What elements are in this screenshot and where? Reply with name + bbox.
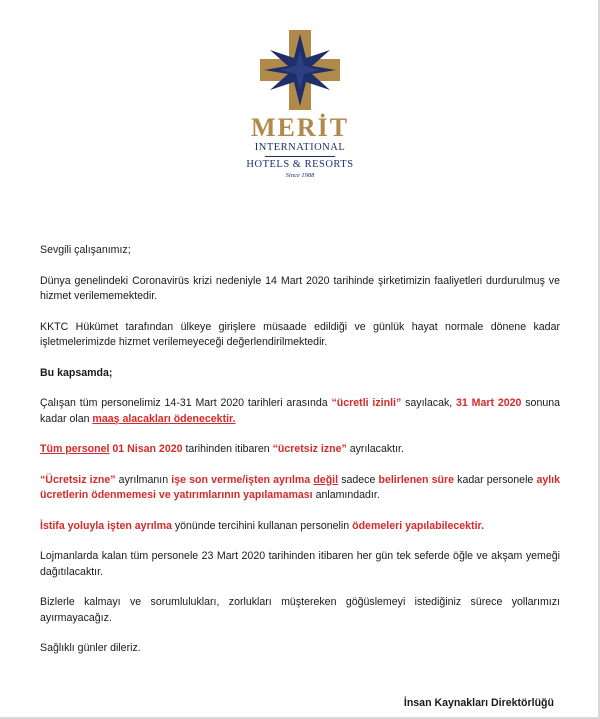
p5-text-i: anlamındadır. xyxy=(312,489,380,501)
p5-period: belirlenen süre xyxy=(378,473,455,486)
paragraph-7: Lojmanlarda kalan tüm personele 23 Mart 2020 tarihinden itibaren her gün tek seferde öğle ve akşam yemeği dağıtılacaktır. xyxy=(40,550,560,578)
greeting: Sevgili çalışanımız; xyxy=(40,244,131,256)
brand-name: MERİT xyxy=(250,113,350,142)
p4-unpaid-leave: “ücretsiz izne” xyxy=(272,443,347,455)
p5-text-e: sadece xyxy=(338,473,379,486)
p4-text-c: tarihinden itibaren xyxy=(182,443,273,455)
p4-all-staff: Tüm personel xyxy=(40,443,110,455)
p6-text-b: yönünde tercihini kullanan personelin xyxy=(171,519,353,532)
p5-wages: aylık ücretlerin ödenmemesi ve yatırımlarının yapılamaması xyxy=(40,473,561,501)
p5-not: değil xyxy=(313,473,339,486)
paragraph-6 xyxy=(40,519,560,535)
paragraph-4 xyxy=(40,442,560,458)
p6-payments: ödemeleri yapılabilecektir. xyxy=(352,519,485,532)
company-logo xyxy=(0,28,600,180)
p3-text-c: sayılacak, xyxy=(401,397,457,409)
paragraph-1: Dünya genelindeki Coronavirüs krizi nedeniyle 14 Mart 2020 tarihinde şirketimizin faaliyetleri durdurulmuş ve hizmet verilememektedir. xyxy=(40,274,560,302)
paragraph-3 xyxy=(40,396,560,427)
p3-paid-leave: “ücretli izinli” xyxy=(331,397,402,409)
p5-termination: işe son verme/işten ayrılma xyxy=(171,473,314,486)
merit-star-icon xyxy=(258,28,342,112)
p3-date: 31 Mart 2020 xyxy=(456,397,522,409)
paragraph-8: Bizlerle kalmayı ve sorumlulukları, zorlukları müştereken göğüslemeyi istediğiniz sürece yollarımızı ayırmayacağız. xyxy=(40,596,560,624)
signature: İnsan Kaynakları Direktörlüğü xyxy=(403,697,554,709)
brand-subtitle-hotels: HOTELS & RESORTS xyxy=(246,159,354,170)
closing: Sağlıklı günler dileriz. xyxy=(40,642,141,654)
p4-text-e: ayrılacaktır. xyxy=(346,443,404,455)
p6-resignation: İstifa yoluyla işten ayrılma xyxy=(40,519,172,532)
brand-since: Since 1988 xyxy=(285,172,315,179)
p5-unpaid-leave: “Ücretsiz izne” xyxy=(40,473,116,486)
p3-text-e: sonuna kadar olan xyxy=(40,397,561,425)
brand-subtitle-international: INTERNATIONAL xyxy=(254,142,346,153)
p3-text-a: Çalışan tüm personelimiz 14-31 Mart 2020 tarihleri arasında xyxy=(40,397,332,409)
paragraph-2: KKTC Hükümet tarafından ülkeye girişlere müsaade edildiği ve günlük hayat normale dönene kadar işletmelerimizde hizmet verilemeyeceği değerlendirilmektedir. xyxy=(40,320,560,348)
p5-text-b: ayrılmanın xyxy=(115,473,172,486)
section-heading: Bu kapsamda; xyxy=(40,366,113,379)
paragraph-5 xyxy=(40,473,560,504)
p5-text-g: kadar personele xyxy=(454,473,537,486)
logo-divider xyxy=(265,156,335,157)
p3-salary: maaş alacakları ödenecektir. xyxy=(92,412,236,425)
letter-body xyxy=(40,243,560,657)
p4-date: 01 Nisan 2020 xyxy=(109,443,183,455)
